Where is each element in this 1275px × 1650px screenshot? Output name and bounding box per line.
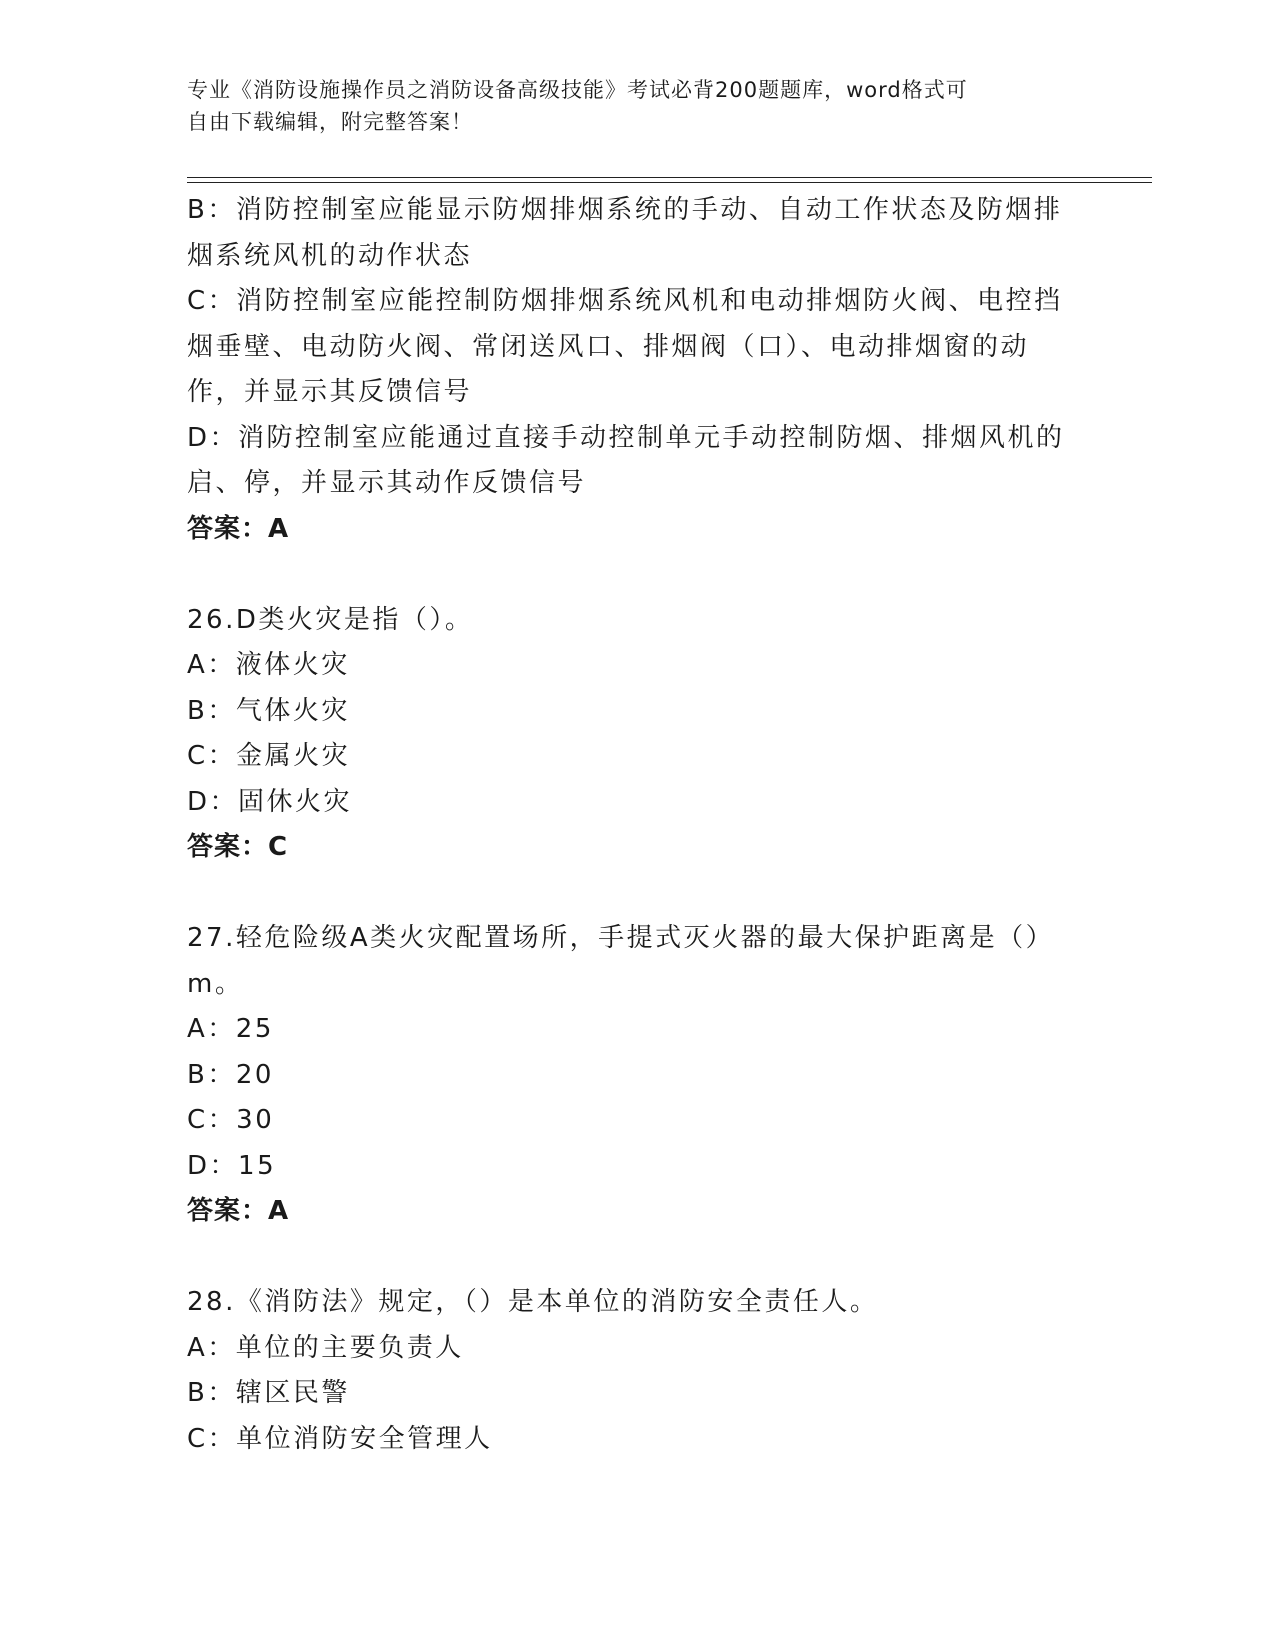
- spacer: [187, 871, 1087, 917]
- option-c: C：消防控制室应能控制防烟排烟系统风机和电动排烟防火阀、电控挡: [187, 286, 1063, 316]
- option-a: A：液体火灾: [187, 650, 350, 680]
- option-b: B：20: [187, 1059, 274, 1090]
- option-a: A：单位的主要负责人: [187, 1332, 464, 1363]
- option-c: C：金属火灾: [187, 741, 351, 771]
- header-line: 专业《消防设施操作员之消防设备高级技能》考试必背200题题库，word格式可: [187, 78, 968, 102]
- spacer: [187, 552, 1087, 598]
- question-block-26: [187, 598, 1087, 871]
- option-c: C：单位消防安全管理人: [187, 1423, 493, 1454]
- option-b: 烟系统风机的动作状态: [187, 240, 473, 271]
- option-b: B：辖区民警: [187, 1378, 350, 1408]
- answer: 答案：C: [187, 832, 289, 862]
- option-c: C：30: [187, 1105, 275, 1135]
- header-line: 自由下载编辑，附完整答案！: [187, 110, 473, 134]
- option-c: 烟垂壁、电动防火阀、常闭送风口、排烟阀（口）、电动排烟窗的动: [187, 331, 1030, 362]
- option-c: 作，并显示其反馈信号: [187, 377, 473, 407]
- answer: 答案：A: [187, 1196, 290, 1226]
- document-body: [187, 188, 1087, 1462]
- question-block-prev: [187, 188, 1087, 552]
- question-block-28: [187, 1280, 1087, 1462]
- document-header: [187, 74, 1067, 138]
- option-b: B：气体火灾: [187, 695, 350, 726]
- question-block-27: [187, 916, 1087, 1235]
- option-d: D：消防控制室应能通过直接手动控制单元手动控制防烟、排烟风机的: [187, 422, 1065, 453]
- answer: 答案：A: [187, 513, 290, 544]
- option-d: 启、停，并显示其动作反馈信号: [187, 468, 587, 498]
- header-divider: [187, 177, 1152, 178]
- spacer: [187, 1235, 1087, 1281]
- option-d: D：15: [187, 1150, 277, 1181]
- question-text: 26.D类火灾是指（）。: [187, 604, 474, 635]
- question-text: 28.《消防法》规定，（）是本单位的消防安全责任人。: [187, 1287, 879, 1317]
- option-a: A：25: [187, 1014, 274, 1044]
- header-divider: [187, 182, 1152, 183]
- option-b: B：消防控制室应能显示防烟排烟系统的手动、自动工作状态及防烟排: [187, 195, 1063, 225]
- option-d: D：固休火灾: [187, 786, 353, 817]
- question-text: 27.轻危险级A类火灾配置场所，手提式灭火器的最大保护距离是（）: [187, 923, 1055, 953]
- question-text: m。: [187, 968, 244, 999]
